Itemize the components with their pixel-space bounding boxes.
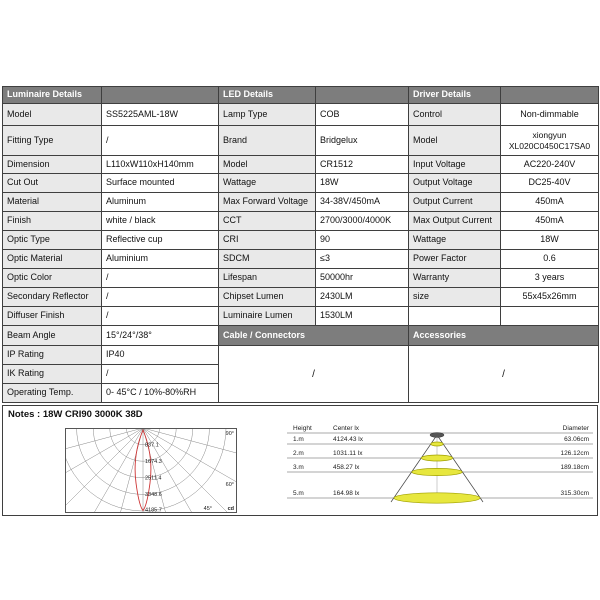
cone-centerlx: 4124.43 lx xyxy=(333,436,363,443)
row-value: SS5225AML-18W xyxy=(102,104,219,126)
angle-label-60: 60° xyxy=(225,482,234,488)
row-value: Aluminium xyxy=(102,250,219,269)
driver-model-line1: xiongyun xyxy=(532,129,567,140)
led-details-header-blank xyxy=(316,87,409,104)
ring-label: 3348.6 xyxy=(145,492,162,498)
row-label: size xyxy=(409,288,501,307)
row-value: Aluminum xyxy=(102,193,219,212)
row-value: Reflective cup xyxy=(102,231,219,250)
row-value: Surface mounted xyxy=(102,174,219,193)
row-label: Model xyxy=(409,126,501,156)
angle-label-45: 45° xyxy=(203,506,212,512)
notes-section xyxy=(2,405,598,516)
row-label: SDCM xyxy=(219,250,316,269)
row-value: ≤3 xyxy=(316,250,409,269)
row-value xyxy=(501,126,599,156)
row-label: Warranty xyxy=(409,269,501,288)
row-label: Cut Out xyxy=(3,174,102,193)
row-value: L110xW110xH140mm xyxy=(102,156,219,174)
row-value: / xyxy=(102,126,219,156)
driver-details-header: Driver Details xyxy=(409,87,501,104)
cone-diameter: 189.18cm xyxy=(560,464,589,471)
row-value: / xyxy=(102,365,219,384)
row-value: 450mA xyxy=(501,193,599,212)
empty-row-label xyxy=(409,307,501,326)
notes-title: Notes : 18W CRI90 3000K 38D xyxy=(8,409,143,420)
row-value: 55x45x26mm xyxy=(501,288,599,307)
row-value: 18W xyxy=(316,174,409,193)
beam-cone-diagram xyxy=(287,422,593,506)
row-value: CR1512 xyxy=(316,156,409,174)
row-label: Output Voltage xyxy=(409,174,501,193)
row-value: DC25-40V xyxy=(501,174,599,193)
luminaire-details-header: Luminaire Details xyxy=(3,87,102,104)
row-label: Beam Angle xyxy=(3,326,102,346)
accessories-value: / xyxy=(409,346,599,403)
row-label: Wattage xyxy=(409,231,501,250)
cone-height: 2.m xyxy=(293,450,304,457)
row-label: Secondary Reflector xyxy=(3,288,102,307)
cone-header-centerlx: Center lx xyxy=(333,425,360,432)
row-value: COB xyxy=(316,104,409,126)
row-value: 450mA xyxy=(501,212,599,231)
row-value: 90 xyxy=(316,231,409,250)
driver-model-line2: XL020C0450C17SA0 xyxy=(508,140,591,151)
row-value: 1530LM xyxy=(316,307,409,326)
ring-label: 1674.3 xyxy=(145,459,162,465)
row-value: 15°/24°/38° xyxy=(102,326,219,346)
row-value: AC220-240V xyxy=(501,156,599,174)
polar-ring-labels xyxy=(145,443,162,514)
row-value: 3 years xyxy=(501,269,599,288)
beam-spot-3m xyxy=(412,468,462,475)
row-label: Lifespan xyxy=(219,269,316,288)
cone-diameter: 315.30cm xyxy=(560,490,589,497)
cable-connectors-value: / xyxy=(219,346,409,403)
row-label: Optic Type xyxy=(3,231,102,250)
row-label: Max Forward Voltage xyxy=(219,193,316,212)
cone-shape xyxy=(391,433,483,504)
beam-spot-1m xyxy=(431,442,443,446)
empty-row-value xyxy=(501,307,599,326)
row-value: IP40 xyxy=(102,346,219,365)
cone-diameter: 63.06cm xyxy=(564,436,589,443)
row-label: CCT xyxy=(219,212,316,231)
spec-sheet xyxy=(2,86,598,516)
row-label: Output Current xyxy=(409,193,501,212)
row-label: Power Factor xyxy=(409,250,501,269)
row-label: Finish xyxy=(3,212,102,231)
luminaire-details-table xyxy=(2,86,219,403)
row-label: Control xyxy=(409,104,501,126)
cone-centerlx: 1031.11 lx xyxy=(333,450,363,457)
row-label: Max Output Current xyxy=(409,212,501,231)
row-label: IK Rating xyxy=(3,365,102,384)
row-label: Diffuser Finish xyxy=(3,307,102,326)
row-label: Operating Temp. xyxy=(3,384,102,403)
row-value: white / black xyxy=(102,212,219,231)
row-value: 2430LM xyxy=(316,288,409,307)
row-label: Chipset Lumen xyxy=(219,288,316,307)
row-label: Lamp Type xyxy=(219,104,316,126)
cone-centerlx: 164.98 lx xyxy=(333,490,360,497)
cable-connectors-header: Cable / Connectors xyxy=(219,326,409,346)
cone-header-diameter: Diameter xyxy=(562,425,589,432)
cone-diameter: 126.12cm xyxy=(560,450,589,457)
beam-spot-5m xyxy=(394,493,480,503)
ring-label: 837.1 xyxy=(145,442,159,449)
row-value: / xyxy=(102,307,219,326)
row-label: Luminaire Lumen xyxy=(219,307,316,326)
row-value: 50000hr xyxy=(316,269,409,288)
row-value: / xyxy=(102,288,219,307)
cone-header-height: Height xyxy=(293,425,312,432)
row-value: 0.6 xyxy=(501,250,599,269)
luminaire-details-header-blank xyxy=(102,87,219,104)
angle-label-90: 90° xyxy=(225,431,234,437)
row-label: Model xyxy=(219,156,316,174)
ring-label: 4185.7 xyxy=(145,507,162,513)
beam-spot-2m xyxy=(421,455,452,461)
row-label: Material xyxy=(3,193,102,212)
row-label: Wattage xyxy=(219,174,316,193)
accessories-header: Accessories xyxy=(409,326,599,346)
polar-distribution-chart xyxy=(65,428,237,513)
row-label: Optic Material xyxy=(3,250,102,269)
ring-label: 2511.4 xyxy=(145,475,162,482)
row-value: Non-dimmable xyxy=(501,104,599,126)
row-label: Input Voltage xyxy=(409,156,501,174)
row-value: 2700/3000/4000K xyxy=(316,212,409,231)
cone-height: 1.m xyxy=(293,436,304,443)
row-value: 0- 45°C / 10%-80%RH xyxy=(102,384,219,403)
driver-details-table xyxy=(409,86,599,403)
driver-details-header-blank xyxy=(501,87,599,104)
cone-height: 5.m xyxy=(293,490,304,497)
cone-height: 3.m xyxy=(293,464,304,471)
row-value: 34-38V/450mA xyxy=(316,193,409,212)
row-label: Model xyxy=(3,104,102,126)
row-value: / xyxy=(102,269,219,288)
spec-tables xyxy=(2,86,598,403)
row-value: Bridgelux xyxy=(316,126,409,156)
led-details-table xyxy=(219,86,409,403)
row-label: Fitting Type xyxy=(3,126,102,156)
row-label: CRI xyxy=(219,231,316,250)
row-label: Optic Color xyxy=(3,269,102,288)
led-details-header: LED Details xyxy=(219,87,316,104)
luminaire-fixture-glyph xyxy=(430,433,444,438)
row-label: Dimension xyxy=(3,156,102,174)
unit-label-cd: cd xyxy=(227,506,234,512)
row-label: IP Rating xyxy=(3,346,102,365)
row-value: 18W xyxy=(501,231,599,250)
row-label: Brand xyxy=(219,126,316,156)
cone-centerlx: 458.27 lx xyxy=(333,464,360,471)
